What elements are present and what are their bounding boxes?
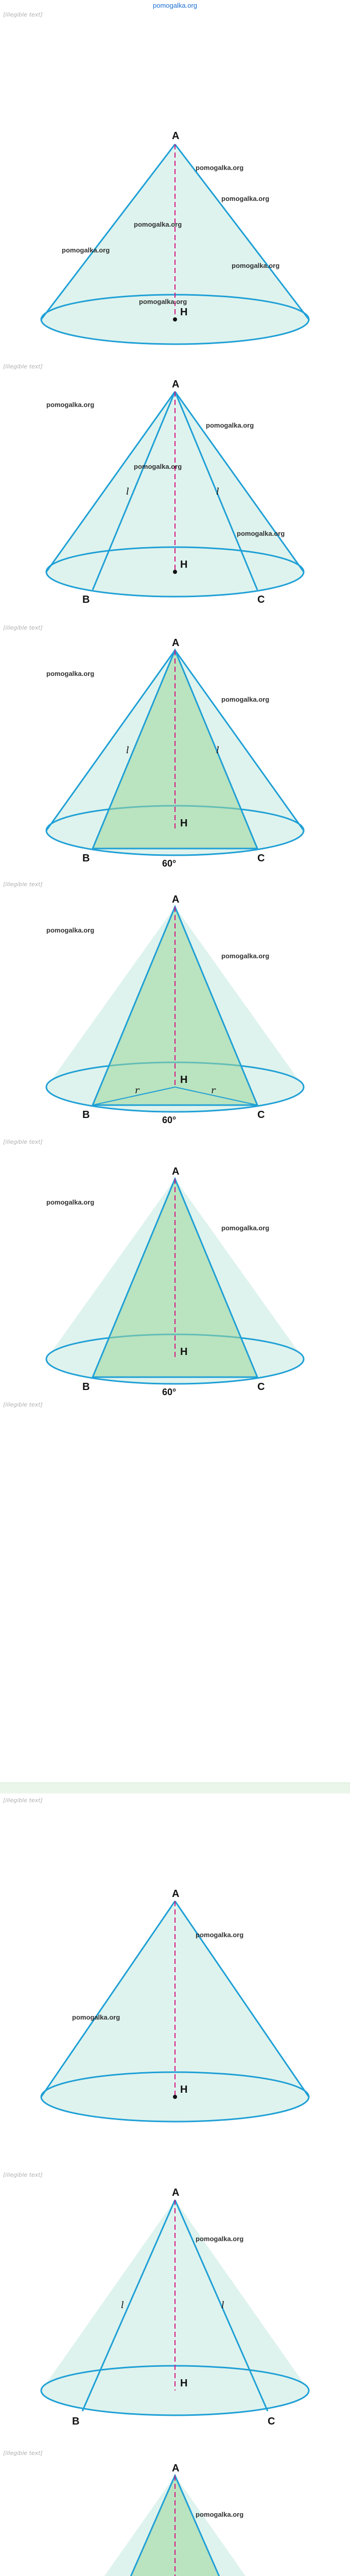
watermark: pomogalka.org xyxy=(46,926,95,934)
slant-label: l xyxy=(126,745,129,756)
vertex-b-label: B xyxy=(82,1109,90,1121)
vertex-c-label: C xyxy=(257,853,265,864)
center-label: H xyxy=(180,1346,188,1358)
angle-label: 60° xyxy=(162,858,177,869)
vertex-c-label: C xyxy=(268,2416,275,2427)
watermark: pomogalka.org xyxy=(46,401,95,409)
solution-1: [illegible text] xyxy=(3,1401,43,1408)
center-point xyxy=(173,317,177,321)
watermark: pomogalka.org xyxy=(196,2511,244,2518)
cone-diagram xyxy=(0,376,350,623)
watermark: pomogalka.org xyxy=(232,262,280,269)
cone-figure-4 xyxy=(0,891,350,1133)
apex-label: A xyxy=(172,1888,180,1900)
watermark: pomogalka.org xyxy=(62,246,110,254)
caption-2: [illegible text] xyxy=(3,624,43,631)
vertex-c-label: C xyxy=(257,1381,265,1393)
vertex-c-label: C xyxy=(257,594,265,605)
slant-label: l xyxy=(121,2300,124,2311)
center-label: H xyxy=(180,559,188,570)
slant-label: l xyxy=(216,486,219,497)
cone-diagram xyxy=(0,1163,350,1400)
vertex-b-label: B xyxy=(72,2416,80,2427)
cone-figure-7 xyxy=(0,2184,350,2442)
problem-intro-2: [illegible text] xyxy=(3,1797,43,1804)
caption-5: [illegible text] xyxy=(3,2172,43,2178)
slant-label: l xyxy=(126,486,129,497)
center-label: H xyxy=(180,2084,188,2095)
site-header[interactable]: pomogalka.org xyxy=(153,2,197,9)
watermark: pomogalka.org xyxy=(196,2235,244,2243)
angle-label: 60° xyxy=(162,1115,177,1125)
apex-label: A xyxy=(172,894,180,905)
vertex-c-label: C xyxy=(257,1109,265,1121)
slant-label: l xyxy=(216,745,219,756)
apex-label: A xyxy=(172,379,180,390)
watermark: pomogalka.org xyxy=(134,221,182,228)
vertex-b-label: B xyxy=(82,594,90,605)
caption-6: [illegible text] xyxy=(3,2450,43,2456)
cone-figure-5 xyxy=(0,1163,350,1400)
center-point xyxy=(173,570,177,574)
cone-diagram xyxy=(0,1886,350,2143)
watermark: pomogalka.org xyxy=(221,696,270,703)
caption-3: [illegible text] xyxy=(3,881,43,888)
cone-diagram xyxy=(0,635,350,877)
watermark: pomogalka.org xyxy=(221,195,270,202)
apex-label: A xyxy=(172,2463,180,2474)
watermark: pomogalka.org xyxy=(196,164,244,172)
cone-figure-8 xyxy=(0,2460,350,2576)
caption-1: [illegible text] xyxy=(3,363,43,370)
watermark: pomogalka.org xyxy=(139,298,187,306)
watermark: pomogalka.org xyxy=(72,2013,120,2021)
cone-diagram xyxy=(0,124,350,361)
watermark: pomogalka.org xyxy=(46,670,95,677)
center-label: H xyxy=(180,307,188,318)
watermark: pomogalka.org xyxy=(206,421,254,429)
center-label: H xyxy=(180,818,188,829)
apex-label: A xyxy=(172,130,180,142)
watermark: pomogalka.org xyxy=(196,1931,244,1939)
center-label: H xyxy=(180,1074,188,1086)
problem-intro-1: [illegible text] xyxy=(3,11,43,18)
watermark: pomogalka.org xyxy=(237,530,285,537)
slant-label: l xyxy=(221,2300,224,2311)
answer-bar xyxy=(0,1783,350,1793)
apex-label: A xyxy=(172,2187,180,2198)
cone-diagram xyxy=(0,891,350,1133)
caption-4: [illegible text] xyxy=(3,1139,43,1145)
center-point xyxy=(173,2095,177,2099)
apex-label: A xyxy=(172,1166,180,1177)
cone-figure-2 xyxy=(0,376,350,623)
watermark: pomogalka.org xyxy=(134,463,182,470)
apex-label: A xyxy=(172,637,180,649)
center-label: H xyxy=(180,2378,188,2389)
radius-label: r xyxy=(135,1085,139,1096)
cone-figure-1 xyxy=(0,124,350,361)
watermark: pomogalka.org xyxy=(46,1198,95,1206)
vertex-b-label: B xyxy=(82,853,90,864)
cone-diagram xyxy=(0,2460,350,2576)
watermark: pomogalka.org xyxy=(221,952,270,960)
radius-label: r xyxy=(211,1085,216,1096)
cone-figure-3 xyxy=(0,635,350,877)
vertex-b-label: B xyxy=(82,1381,90,1393)
angle-label: 60° xyxy=(162,1387,177,1397)
cone-diagram xyxy=(0,2184,350,2442)
watermark: pomogalka.org xyxy=(221,1224,270,1232)
cone-figure-6 xyxy=(0,1886,350,2143)
